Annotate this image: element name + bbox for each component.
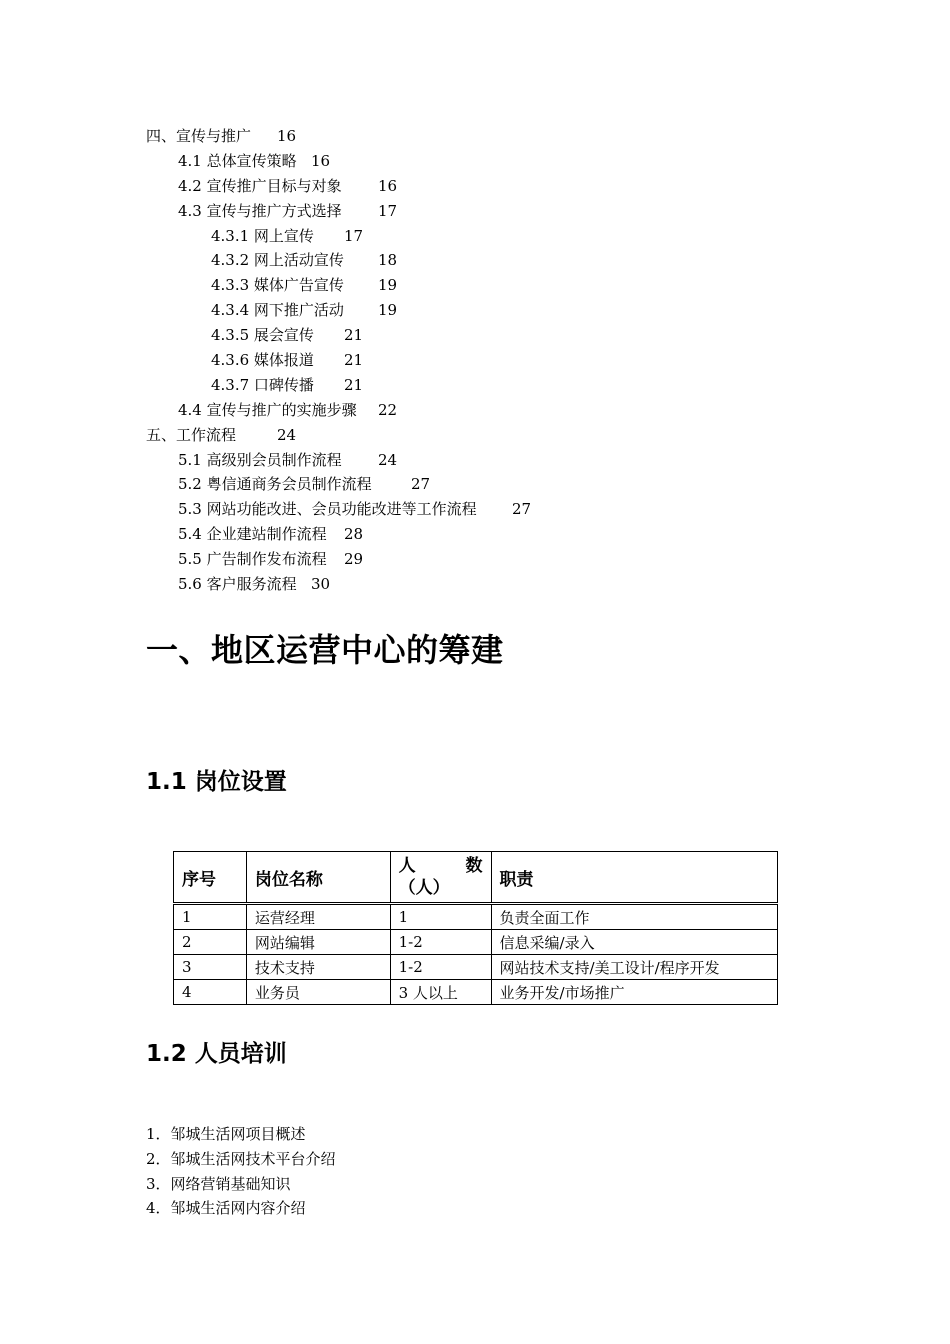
cell-position-name: 业务员 (246, 980, 390, 1005)
table-header-row (174, 852, 778, 904)
toc-entry-title: 5.2 粤信通商务会员制作流程 (178, 475, 372, 494)
toc-entry-title: 4.3.5 展会宣传 (211, 326, 314, 345)
toc-entry-title: 4.1 总体宣传策略 (178, 151, 297, 170)
cell-head-count: 3 人以上 (390, 980, 491, 1005)
toc-entry-title: 4.3.6 媒体报道 (211, 351, 314, 370)
cell-duty: 负责全面工作 (491, 904, 777, 930)
position-table (173, 851, 778, 1005)
toc-entry-page: 16 (378, 176, 398, 195)
table-row (174, 930, 778, 955)
toc-entry-title: 5.1 高级别会员制作流程 (178, 450, 342, 469)
header-seq: 序号 (174, 852, 247, 904)
toc-entry-title: 5.3 网站功能改进、会员功能改进等工作流程 (178, 500, 477, 519)
toc-entry-title: 4.3.7 口碑传播 (211, 375, 314, 394)
toc-entry-page: 19 (378, 301, 398, 320)
header-count-unit: （人） (398, 878, 450, 898)
training-list (146, 1122, 336, 1221)
cell-head-count: 1 (390, 904, 491, 930)
toc-entry-page: 16 (277, 127, 297, 145)
cell-duty: 业务开发/市场推广 (491, 980, 777, 1005)
toc-entry-page: 30 (311, 575, 331, 594)
toc-entry-title: 4.3.2 网上活动宣传 (211, 251, 344, 270)
toc-entry-page: 24 (378, 450, 398, 469)
toc-entry-page: 22 (378, 400, 398, 419)
toc-entry-page: 19 (378, 276, 398, 295)
toc-entry-title: 5.6 客户服务流程 (178, 575, 297, 594)
cell-head-count: 1-2 (390, 955, 491, 980)
cell-position-name: 运营经理 (246, 904, 390, 930)
toc-entry-title: 5.4 企业建站制作流程 (178, 525, 327, 544)
toc-entry-title: 4.3.3 媒体广告宣传 (211, 276, 344, 295)
toc-entry-title: 4.3 宣传与推广方式选择 (178, 201, 342, 220)
toc-entry-title: 4.2 宣传推广目标与对象 (178, 176, 342, 195)
header-duty: 职责 (491, 852, 777, 904)
toc-entry-page: 18 (378, 251, 398, 270)
toc-entry-title: 4.3.4 网下推广活动 (211, 301, 344, 320)
cell-seq: 4 (174, 980, 247, 1005)
cell-position-name: 技术支持 (246, 955, 390, 980)
toc-entry-page: 29 (344, 550, 364, 569)
header-head-count (390, 852, 491, 904)
cell-seq: 1 (174, 904, 247, 930)
table-row (174, 980, 778, 1005)
list-item: 3．网络营销基础知识 (146, 1174, 291, 1193)
cell-seq: 2 (174, 930, 247, 955)
toc-entry-page: 16 (311, 151, 331, 170)
toc-entry-title: 五、工作流程 (146, 425, 237, 444)
toc-entry-page: 28 (344, 525, 364, 544)
toc-entry-title: 4.4 宣传与推广的实施步骤 (178, 400, 357, 419)
header-count-part-b: 数 (465, 856, 483, 876)
toc-entry-page: 24 (277, 425, 297, 444)
toc-entry-title: 四、宣传与推广 (146, 127, 252, 145)
list-item: 1．邹城生活网项目概述 (146, 1125, 306, 1143)
toc-entry-page: 21 (344, 375, 364, 394)
cell-duty: 网站技术支持/美工设计/程序开发 (491, 955, 777, 980)
subsection-title-positions: 1.1 岗位设置 (146, 769, 287, 795)
table-row (174, 904, 778, 930)
toc-entry-page: 27 (411, 475, 431, 494)
subsection-title-training: 1.2 人员培训 (146, 1041, 287, 1067)
toc-entry-page: 21 (344, 351, 364, 370)
toc-entry-page: 17 (378, 201, 398, 220)
cell-position-name: 网站编辑 (246, 930, 390, 955)
toc-entry-title: 5.5 广告制作发布流程 (178, 550, 327, 569)
toc-entry-page: 27 (512, 500, 532, 519)
list-item: 2．邹城生活网技术平台介绍 (146, 1149, 336, 1168)
header-count-part-a: 人 (398, 856, 416, 876)
cell-duty: 信息采编/录入 (491, 930, 777, 955)
list-item: 4．邹城生活网内容介绍 (146, 1199, 306, 1218)
header-position-name: 岗位名称 (246, 852, 390, 904)
section-title: 一、地区运营中心的筹建 (146, 631, 504, 669)
cell-seq: 3 (174, 955, 247, 980)
toc-entry-title: 4.3.1 网上宣传 (211, 226, 314, 245)
toc-entry-page: 21 (344, 326, 364, 345)
table-row (174, 955, 778, 980)
toc-entry-page: 17 (344, 226, 364, 245)
cell-head-count: 1-2 (390, 930, 491, 955)
